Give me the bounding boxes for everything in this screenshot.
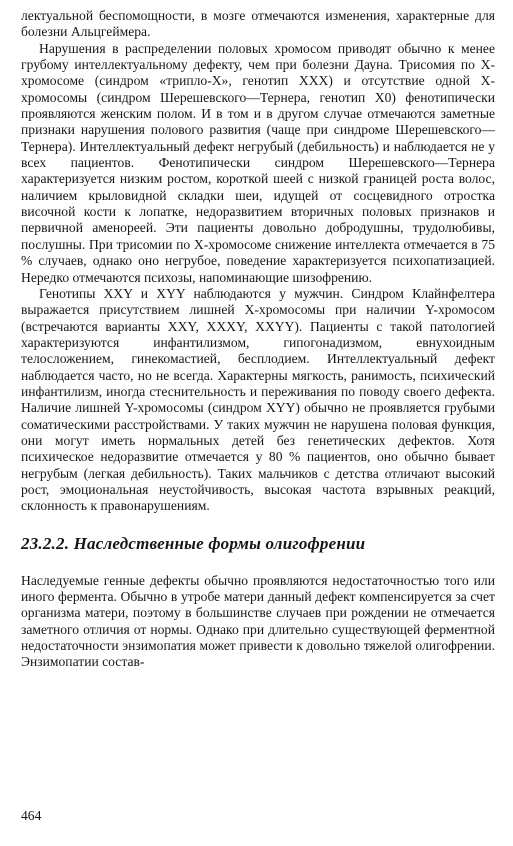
paragraph-continuation: лектуальной беспомощности, в мозге отмечаются изменения, характерные для болезни Альцгеймера. <box>21 8 495 40</box>
paragraph-male-genotypes: Генотипы XXY и XYY наблюдаются у мужчин. Синдром Клайнфелтера выражается присутствием лишней Х-хромосомы при наличии Y-хромосом (встречаются варианты XXY, XXXY, XXYY). Пациенты с такой патологией характеризуются инфантилизмом, гипогонадизмом, евнухоидным телосложением, гинекомастией, бесплодием. Интеллектуальный дефект наблюдается часто, но не всегда. Характерны мягкость, ранимость, психический инфантилизм, иногда стеснительность и переживания по поводу своего дефекта. Наличие лишней Y-хромосомы (синдром XYY) обычно не проявляется грубыми соматическими расстройствами. У таких мужчин не нарушена половая функция, они могут иметь нормальных детей без генетических дефектов. Хотя психическое недоразвитие отмечается у 80 % пациентов, оно обычно бывает негрубым (легкая дебильность). Таких мальчиков с детства отличают высокий рост, эмоциональная неустойчивость, высокая частота взрывных реакций, склонность к правонарушениям. <box>21 285 495 514</box>
page-number: 464 <box>21 808 42 823</box>
section-heading: 23.2.2. Наследственные формы олигофрении <box>21 533 366 553</box>
paragraph-hereditary-forms: Наследуемые генные дефекты обычно проявляются недостаточностью того или иного фермента. Обычно в утробе матери данный дефект компенсируется за счет организма матери, поэтому в большинстве случаев при рождении не отмечается заметного отличия от нормы. Однако при длительно существующей ферментной недостаточности энзимопатия может привести к довольно тяжелой олигофрении. Энзимопатии состав- <box>21 572 495 670</box>
paragraph-sex-chromosomes: Нарушения в распределении половых хромосом приводят обычно к менее грубому интеллектуальному дефекту, чем при болезни Дауна. Трисомия по Х-хромосоме (синдром «трипло-Х», генотип XXX) и отсутствие одной Х-хромосомы (синдром Шерешевского—Тернера, генотип X0) фенотипически проявляются женским полом. И в том и в другом случае отмечаются заметные признаки нарушения полового развития (чаще при синдроме Шерешевского—Тернера). Интеллектуальный дефект негрубый (дебильность) и наблюдается не у всех пациентов. Фенотипически синдром Шерешевского—Тернера характеризуется низким ростом, короткой шеей с низкой границей роста волос, наличием крыловидной складки шеи, идущей от сосцевидного отростка височной кости к лопатке, недоразвитием вторичных половых признаков и первичной аменореей. Эти пациенты довольно добродушны, трудолюбивы, послушны. При трисомии по Х-хромосоме снижение интеллекта отмечается в 75 % случаев, однако оно негрубое, поведение характеризуется психопатизацией. Нередко отмечаются психозы, напоминающие шизофрению. <box>21 40 495 285</box>
